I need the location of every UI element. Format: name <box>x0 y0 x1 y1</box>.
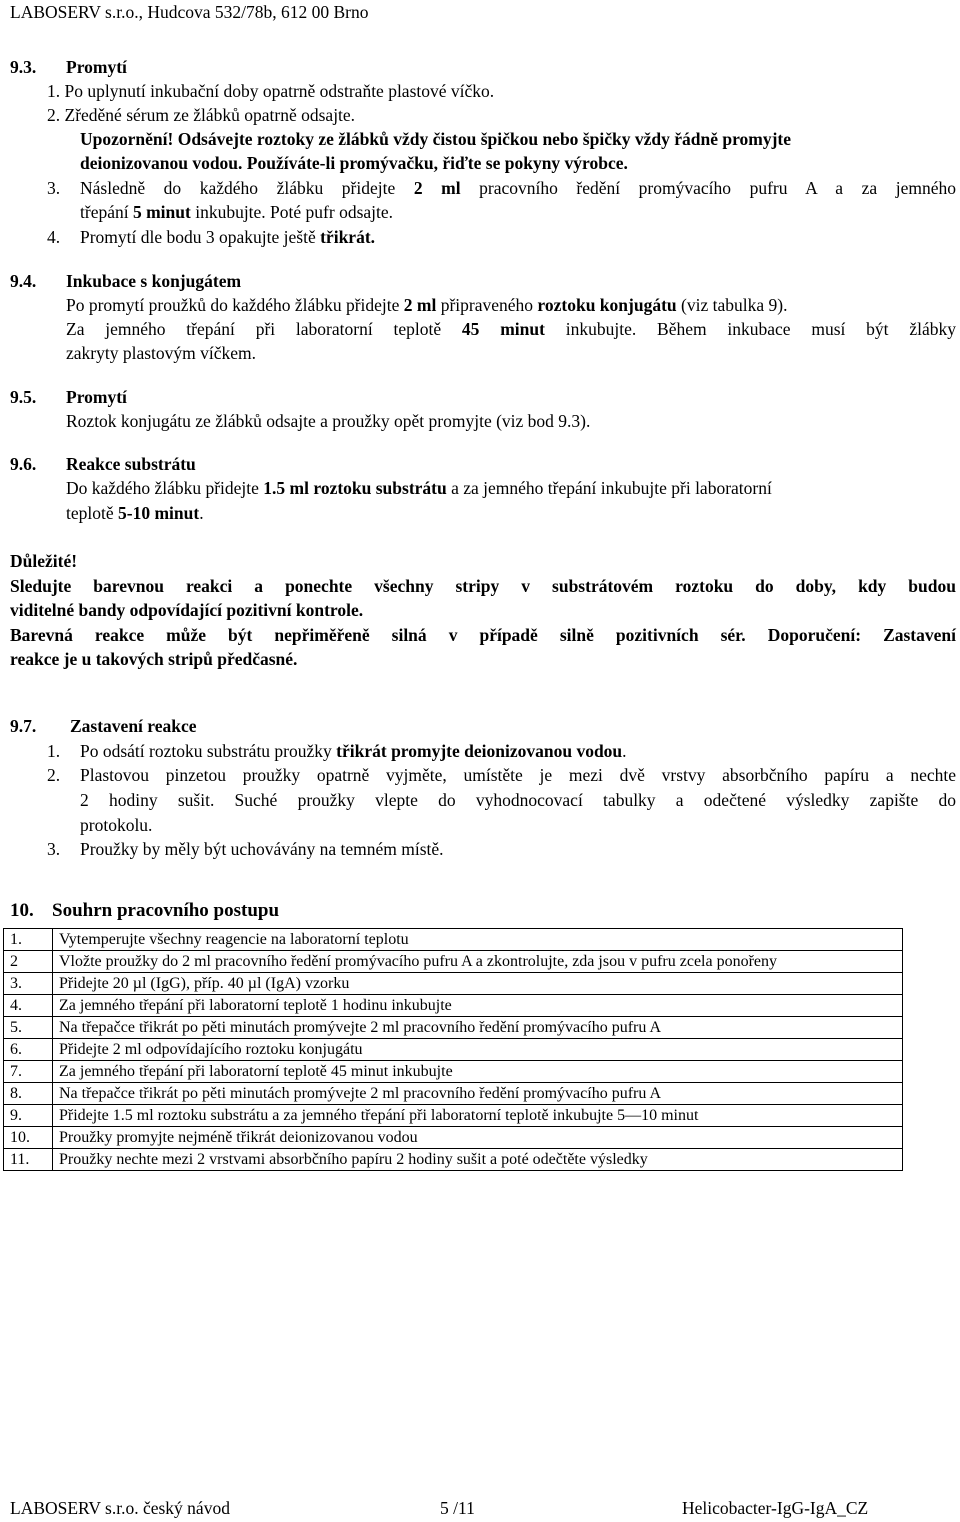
row-text: Vytemperujte všechny reagencie na laboratorní teplotu <box>53 929 903 951</box>
important-p1-line-1: Sledujte barevnou reakci a ponechte všechny stripy v substrátovém roztoku do doby, kdy budou <box>10 576 956 596</box>
important-title: Důležité! <box>10 551 78 571</box>
row-text: Přidejte 1.5 ml roztoku substrátu a za jemného třepání při laboratorní teplotě inkubujte 5—10 minut <box>53 1105 903 1127</box>
row-number: 4. <box>4 995 53 1017</box>
section-9-7-item-1: Po odsátí roztoku substrátu proužky třikrát promyjte deionizovanou vodou. <box>80 741 627 761</box>
footer-document-id: Helicobacter-IgG-IgA_CZ <box>682 1498 869 1518</box>
important-p2-line-2: reakce je u takových stripů předčasné. <box>10 649 298 669</box>
row-number: 8. <box>4 1083 53 1105</box>
section-9-7-item-2-line-3: protokolu. <box>80 815 153 835</box>
section-9-4-line-1: Po promytí proužků do každého žlábku přidejte 2 ml připraveného roztoku konjugátu (viz tabulka 9). <box>66 295 788 315</box>
row-number: 2 <box>4 951 53 973</box>
table-row <box>4 1017 903 1039</box>
section-9-3-item-4: Promytí dle bodu 3 opakujte ještě třikrát. <box>80 227 376 247</box>
table-row <box>4 1127 903 1149</box>
row-number: 10. <box>4 1127 53 1149</box>
table-row <box>4 951 903 973</box>
section-9-4-number: 9.4. <box>10 271 37 291</box>
section-9-6-title: Reakce substrátu <box>66 454 196 474</box>
table-row <box>4 1149 903 1171</box>
section-9-6-line-1: Do každého žlábku přidejte 1.5 ml roztoku substrátu a za jemného třepání inkubujte při laboratorní <box>66 478 772 498</box>
section-9-4-title: Inkubace s konjugátem <box>66 271 242 291</box>
section-9-7-title: Zastavení reakce <box>70 716 197 736</box>
row-text: Vložte proužky do 2 ml pracovního ředění promývacího pufru A a zkontrolujte, zda jsou v pufru zcela ponořeny <box>53 951 903 973</box>
row-text: Proužky promyjte nejméně třikrát deionizovanou vodou <box>53 1127 903 1149</box>
section-9-4-line-3: zakryty plastovým víčkem. <box>66 343 257 363</box>
table-row <box>4 995 903 1017</box>
footer-page-number: 5 /11 <box>440 1498 475 1518</box>
section-9-3-item-1: 1. Po uplynutí inkubační doby opatrně odstraňte plastové víčko. <box>47 81 495 101</box>
important-p1-line-2: viditelné bandy odpovídající pozitivní kontrole. <box>10 600 364 620</box>
summary-table <box>3 928 903 1171</box>
row-number: 3. <box>4 973 53 995</box>
section-9-3-item-3-line-2: třepání 5 minut inkubujte. Poté pufr odsajte. <box>80 202 394 222</box>
section-9-3-item-2: 2. Zředěné sérum ze žlábků opatrně odsajte. <box>47 105 356 125</box>
row-text: Na třepačce třikrát po pěti minutách promývejte 2 ml pracovního ředění promývacího pufru A <box>53 1017 903 1039</box>
warning-text-1: Odsávejte roztoky ze žlábků vždy čistou špičkou nebo špičky vždy řádně promyjte <box>173 129 792 149</box>
important-p2-line-1: Barevná reakce může být nepřiměřeně silná v případě silně pozitivních sér. Doporučení: Zastavení <box>10 625 956 645</box>
row-text: Za jemného třepání při laboratorní teplotě 45 minut inkubujte <box>53 1061 903 1083</box>
section-9-5-line-1: Roztok konjugátu ze žlábků odsajte a proužky opět promyjte (viz bod 9.3). <box>66 411 591 431</box>
row-number: 9. <box>4 1105 53 1127</box>
section-9-3-item-4-number: 4. <box>47 227 61 247</box>
section-9-3-title: Promytí <box>66 57 127 77</box>
row-number: 1. <box>4 929 53 951</box>
section-9-3-warning <box>80 129 791 150</box>
row-text: Přidejte 20 µl (IgG), příp. 40 µl (IgA) vzorku <box>53 973 903 995</box>
table-row <box>4 1105 903 1127</box>
section-9-6-number: 9.6. <box>10 454 37 474</box>
section-9-5-title: Promytí <box>66 387 127 407</box>
section-9-7-item-2-line-1: Plastovou pinzetou proužky opatrně vyjměte, umístěte je mezi dvě vrstvy absorbčního papíru a nechte <box>80 765 956 785</box>
section-9-4-line-2: Za jemného třepání při laboratorní teplotě 45 minut inkubujte. Během inkubace musí být žlábky <box>66 319 956 339</box>
section-9-3-item-3-line-1: Následně do každého žlábku přidejte 2 ml pracovního ředění promývacího pufru A a za jemného <box>80 178 956 198</box>
section-10-title: Souhrn pracovního postupu <box>52 900 280 921</box>
section-9-3-number: 9.3. <box>10 57 37 77</box>
row-text: Na třepačce třikrát po pěti minutách promývejte 2 ml pracovního ředění promývacího pufru A <box>53 1083 903 1105</box>
table-row <box>4 1061 903 1083</box>
section-9-7-item-3-number: 3. <box>47 839 61 859</box>
table-row <box>4 1039 903 1061</box>
row-number: 5. <box>4 1017 53 1039</box>
section-9-7-item-3: Proužky by měly být uchovávány na temném místě. <box>80 839 444 859</box>
warning-text-2: deionizovanou vodou. Používáte-li promývačku, řiďte se pokyny výrobce. <box>80 153 628 173</box>
section-9-6-line-2: teplotě 5-10 minut. <box>66 503 204 523</box>
section-10-number: 10. <box>10 900 34 921</box>
table-row <box>4 973 903 995</box>
table-row <box>4 1083 903 1105</box>
section-9-7-item-2-line-2: 2 hodiny sušit. Suché proužky vlepte do vyhodnocovací tabulky a odečtené výsledky zapište do <box>80 790 956 810</box>
section-9-7-number: 9.7. <box>10 716 37 736</box>
row-number: 11. <box>4 1149 53 1171</box>
section-9-7-item-1-number: 1. <box>47 741 61 761</box>
section-9-5-number: 9.5. <box>10 387 37 407</box>
page-header: LABOSERV s.r.o., Hudcova 532/78b, 612 00 Brno <box>10 2 369 22</box>
row-text: Za jemného třepání při laboratorní teplotě 1 hodinu inkubujte <box>53 995 903 1017</box>
footer-company: LABOSERV s.r.o. český návod <box>10 1498 230 1518</box>
section-9-7-item-2-number: 2. <box>47 765 61 785</box>
row-number: 6. <box>4 1039 53 1061</box>
warning-label: Upozornění! <box>80 129 174 149</box>
row-number: 7. <box>4 1061 53 1083</box>
row-text: Proužky nechte mezi 2 vrstvami absorbčního papíru 2 hodiny sušit a poté odečtěte výsledky <box>53 1149 903 1171</box>
section-9-3-item-3-number: 3. <box>47 178 61 198</box>
row-text: Přidejte 2 ml odpovídajícího roztoku konjugátu <box>53 1039 903 1061</box>
table-row <box>4 929 903 951</box>
